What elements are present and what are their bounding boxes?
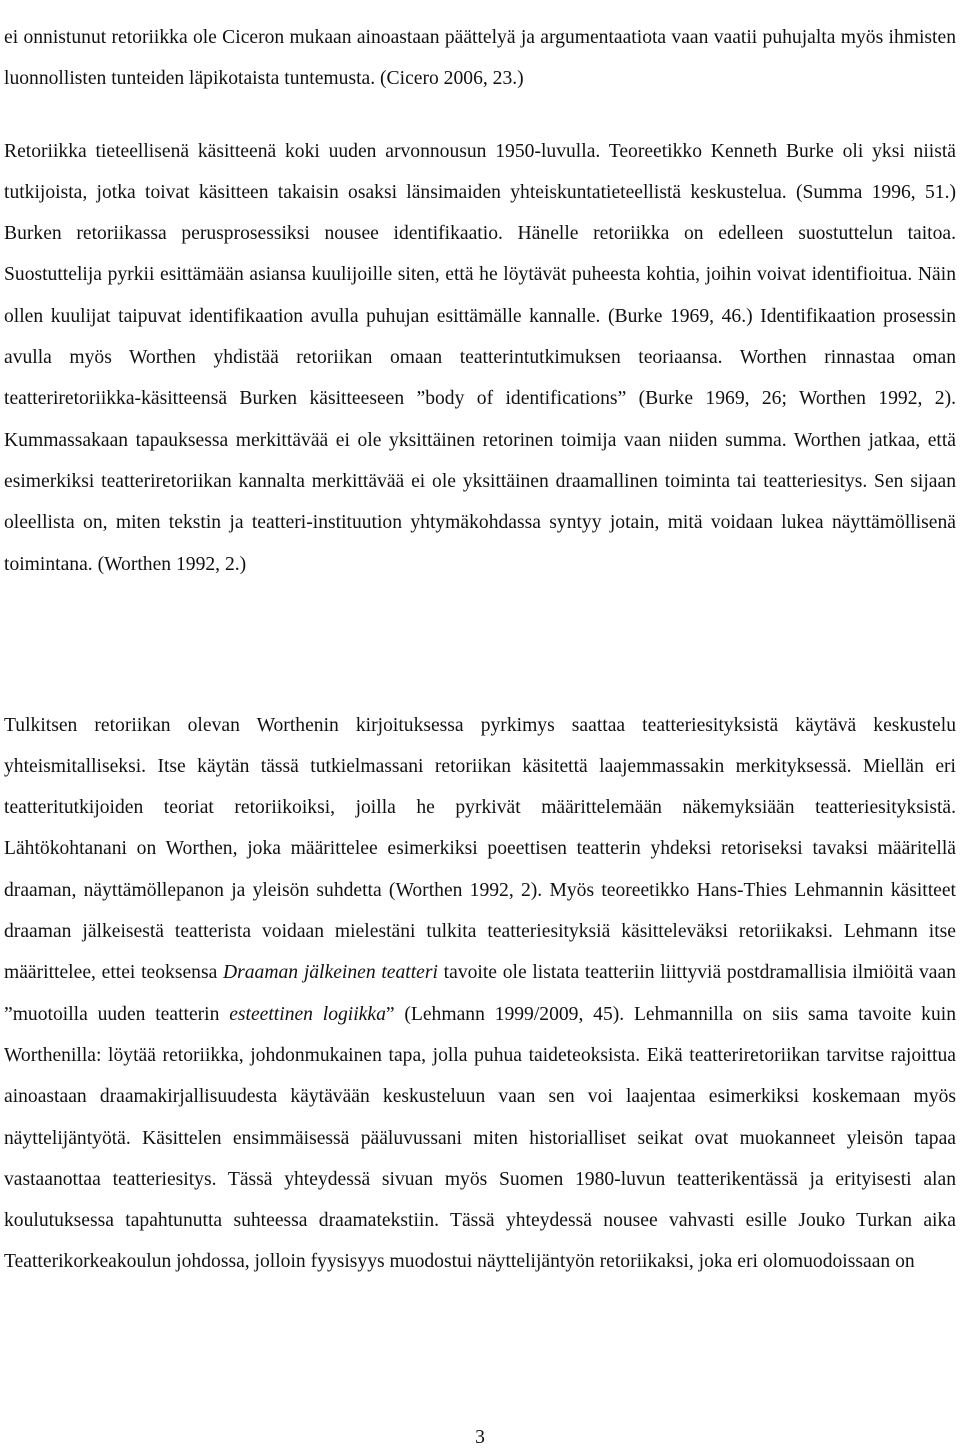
paragraph-text: Tulkitsen retoriikan olevan Worthenin kirjoituksessa pyrkimys saattaa teatteriesityksistä käytävä keskustelu yhteismitalliseksi. Itse käytän tässä tutkielmassani retoriikan käsitettä laajemmassakin merkityksessä. Miellän eri teatteritutkijoiden teoriat retoriikoiksi, joilla he pyrkivät määrittelemään näkemyksiään teatteriesityksistä. Lähtökohtanani on Worthen, joka määrittelee esimerkiksi poeettisen teatterin yhdeksi retoriseksi tavaksi määritellä draaman, näyttämöllepanon ja yleisön suhdetta (Worthen 1992, 2). Myös teoreetikko Hans-Thies Lehmannin käsitteet draaman jälkeisestä teatterista voidaan mielestäni tulkita teatteriesityksiä käsitteleväksi retoriikaksi. Lehmann itse määrittelee, ettei teoksensa — [4, 714, 956, 984]
italic-title-text: Draaman jälkeinen teatteri — [222, 962, 438, 984]
paragraph-3 — [4, 705, 956, 1283]
page-number: 3 — [475, 1427, 485, 1448]
italic-title-text: esteettinen logiikka — [229, 1003, 386, 1025]
paragraph-text: ei onnistunut retoriikka ole Ciceron mukaan ainoastaan päättelyä ja argumentaatiota vaan vaatii puhujalta myös ihmisten luonnollisten tunteiden läpikotaista tuntemusta. (Cicero 2006, 23.) — [4, 26, 956, 89]
paragraph-text: tavoite ole listata teatteriin liittyviä postdramallisia ilmiöitä vaan ”muotoilla uuden teatterin — [4, 962, 956, 1025]
paragraph-text: ” (Lehmann 1999/2009, 45). Lehmannilla on siis sama tavoite kuin Worthenilla: löytää retoriikka, johdonmukainen tapa, jolla puhua taideteoksista. Eikä teatteriretoriikan tarvitse rajoittua ainoastaan draamakirjallisuudesta käytävään keskusteluun vaan sen voi laajentaa esimerkiksi koskemaan myös näyttelijäntyötä. Käsittelen ensimmäisessä pääluvussani miten historialliset seikat ovat muokanneet yleisön tapaa vastaanottaa teatteriesitys. Tässä yhteydessä sivuan myös Suomen 1980-luvun teatterikentässä ja erityisesti alan koulutuksessa tapahtunutta suhteessa draamatekstiin. Tässä yhteydessä nousee vahvasti esille Jouko Turkan aika Teatterikorkeakoulun johdossa, jolloin fyysisyys muodostui näyttelijäntyön retoriikaksi, joka eri olomuodoissaan on — [4, 1003, 956, 1273]
paragraph-1 — [4, 17, 956, 100]
paragraph-text: Retoriikka tieteellisenä käsitteenä koki uuden arvonnousun 1950-luvulla. Teoreetikko Kenneth Burke oli yksi niistä tutkijoista, jotka toivat käsitteen takaisin osaksi länsimaiden yhteiskuntatieteellistä keskustelua. (Summa 1996, 51.) Burken retoriikassa perusprosessiksi nousee identifikaatio. Hänelle retoriikka on edelleen suostuttelun taitoa. Suostuttelija pyrkii esittämään asiansa kuulijoille siten, että he löytävät puheesta kohtia, joihin voivat identifioitua. Näin ollen kuulijat taipuvat identifikaation avulla puhujan esittämälle kannalle. (Burke 1969, 46.) Identifikaation prosessin avulla myös Worthen yhdistää retoriikan omaan teatterintutkimuksen teoriaansa. Worthen rinnastaa oman teatteriretoriikka-käsitteensä Burken käsitteeseen ”body of identifications” (Burke 1969, 26; Worthen 1992, 2). Kummassakaan tapauksessa merkittävää ei ole yksittäinen retorinen toimija vaan niiden summa. Worthen jatkaa, että esimerkiksi teatteriretoriikan kannalta merkittävää ei ole yksittäinen draamallinen toiminta tai teatteriesitys. Sen sijaan oleellista on, miten tekstin ja teatteri-instituution yhtymäkohdassa syntyy jotain, mitä voidaan lukea näyttämöllisenä toimintana. (Worthen 1992, 2.) — [4, 140, 956, 575]
paragraph-2 — [4, 131, 956, 585]
